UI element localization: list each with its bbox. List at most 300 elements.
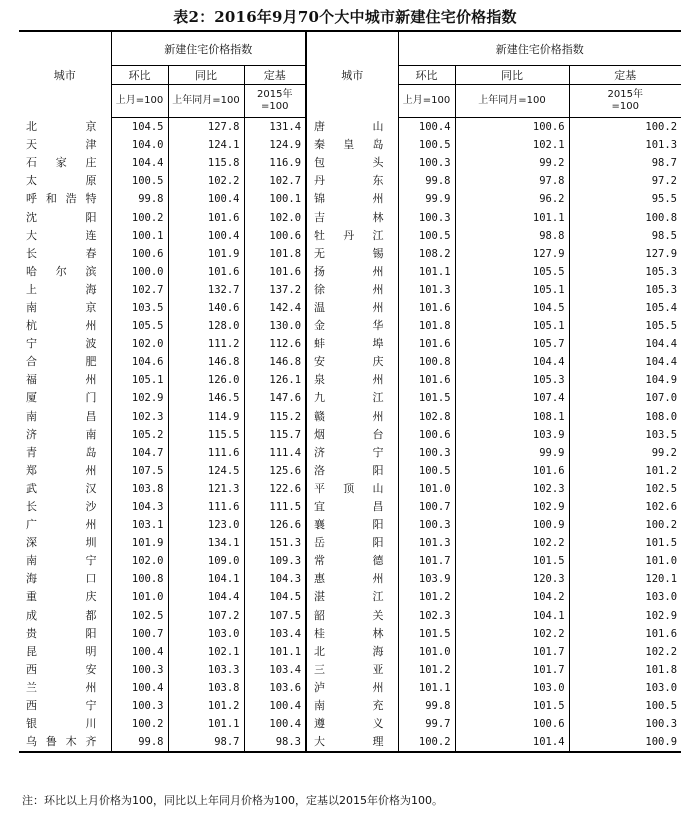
table-row xyxy=(19,245,681,263)
table-row xyxy=(19,679,681,697)
left-mom-cell: 100.8 xyxy=(111,570,168,588)
mom-note-right: 上月=100 xyxy=(398,85,455,118)
right-base-cell: 99.2 xyxy=(569,444,681,462)
left-yoy-cell: 111.6 xyxy=(168,498,244,516)
right-yoy-cell: 120.3 xyxy=(455,570,569,588)
right-base-cell: 102.5 xyxy=(569,480,681,498)
right-mom-cell: 101.6 xyxy=(398,371,455,389)
left-mom-cell: 100.5 xyxy=(111,172,168,190)
left-yoy-cell: 114.9 xyxy=(168,408,244,426)
left-yoy-cell: 107.2 xyxy=(168,607,244,625)
left-base-cell: 112.6 xyxy=(244,335,306,353)
right-base-cell: 101.8 xyxy=(569,661,681,679)
left-mom-cell: 104.7 xyxy=(111,444,168,462)
table-row xyxy=(19,625,681,643)
right-yoy-cell: 102.1 xyxy=(455,136,569,154)
left-base-cell: 111.5 xyxy=(244,498,306,516)
table-row xyxy=(19,281,681,299)
right-city-cell: 包头 xyxy=(306,154,398,172)
left-yoy-cell: 124.5 xyxy=(168,462,244,480)
right-mom-cell: 108.2 xyxy=(398,245,455,263)
left-mom-cell: 103.1 xyxy=(111,516,168,534)
right-city-cell: 九江 xyxy=(306,389,398,407)
left-yoy-cell: 102.2 xyxy=(168,172,244,190)
left-base-cell: 137.2 xyxy=(244,281,306,299)
right-city-cell: 桂林 xyxy=(306,625,398,643)
right-base-cell: 104.4 xyxy=(569,353,681,371)
left-base-cell: 100.4 xyxy=(244,715,306,733)
yoy-note-left: 上年同月=100 xyxy=(168,85,244,118)
right-mom-cell: 100.6 xyxy=(398,426,455,444)
table-row xyxy=(19,208,681,226)
right-yoy-cell: 101.7 xyxy=(455,643,569,661)
right-mom-cell: 101.2 xyxy=(398,588,455,606)
left-city-cell: 兰州 xyxy=(26,680,97,694)
right-city-cell: 宜昌 xyxy=(306,498,398,516)
right-mom-cell: 99.7 xyxy=(398,715,455,733)
left-base-cell: 101.1 xyxy=(244,643,306,661)
right-city-cell: 金华 xyxy=(306,317,398,335)
left-mom-cell: 100.7 xyxy=(111,625,168,643)
table-row xyxy=(19,444,681,462)
left-mom-cell: 104.0 xyxy=(111,136,168,154)
right-yoy-cell: 99.9 xyxy=(455,444,569,462)
right-city-cell: 无锡 xyxy=(306,245,398,263)
right-yoy-cell: 101.6 xyxy=(455,462,569,480)
right-yoy-cell: 102.2 xyxy=(455,625,569,643)
right-yoy-cell: 104.1 xyxy=(455,607,569,625)
right-mom-cell: 101.6 xyxy=(398,335,455,353)
right-city-cell: 牡丹江 xyxy=(306,227,398,245)
right-mom-cell: 100.3 xyxy=(398,444,455,462)
left-mom-cell: 100.3 xyxy=(111,697,168,715)
left-base-cell: 142.4 xyxy=(244,299,306,317)
right-base-cell: 98.5 xyxy=(569,227,681,245)
left-yoy-cell: 121.3 xyxy=(168,480,244,498)
right-mom-cell: 100.3 xyxy=(398,154,455,172)
table-row xyxy=(19,516,681,534)
right-mom-cell: 100.5 xyxy=(398,462,455,480)
table-row xyxy=(19,426,681,444)
left-yoy-cell: 101.6 xyxy=(168,208,244,226)
left-yoy-cell: 127.8 xyxy=(168,118,244,137)
left-yoy-cell: 104.1 xyxy=(168,570,244,588)
right-yoy-cell: 102.3 xyxy=(455,480,569,498)
table-row xyxy=(19,715,681,733)
left-base-cell: 151.3 xyxy=(244,534,306,552)
left-yoy-cell: 111.6 xyxy=(168,444,244,462)
left-base-cell: 101.6 xyxy=(244,263,306,281)
right-base-cell: 102.9 xyxy=(569,607,681,625)
left-mom-cell: 104.3 xyxy=(111,498,168,516)
table-row xyxy=(19,190,681,208)
right-city-cell: 扬州 xyxy=(306,263,398,281)
left-yoy-cell: 123.0 xyxy=(168,516,244,534)
left-city-cell: 西宁 xyxy=(26,699,97,713)
left-yoy-cell: 124.1 xyxy=(168,136,244,154)
left-mom-cell: 100.1 xyxy=(111,227,168,245)
table-row xyxy=(19,643,681,661)
right-base-cell: 105.3 xyxy=(569,281,681,299)
left-yoy-cell: 100.4 xyxy=(168,227,244,245)
left-base-cell: 115.2 xyxy=(244,408,306,426)
base-header-left: 定基 xyxy=(244,66,306,85)
left-base-cell: 111.4 xyxy=(244,444,306,462)
left-mom-cell: 101.0 xyxy=(111,588,168,606)
right-base-cell: 100.8 xyxy=(569,208,681,226)
footnote: 注：环比以上月价格为100，同比以上年同月价格为100，定基以2015年价格为100。 xyxy=(22,794,443,807)
right-mom-cell: 101.6 xyxy=(398,299,455,317)
base-note-right xyxy=(569,85,681,118)
right-city-cell: 徐州 xyxy=(306,281,398,299)
yoy-header-left: 同比 xyxy=(168,66,244,85)
right-mom-cell: 99.9 xyxy=(398,190,455,208)
yoy-note-right: 上年同月=100 xyxy=(455,85,569,118)
right-base-cell: 102.6 xyxy=(569,498,681,516)
right-city-cell: 南充 xyxy=(306,697,398,715)
table-row xyxy=(19,462,681,480)
table-row xyxy=(19,733,681,752)
right-yoy-cell: 101.5 xyxy=(455,697,569,715)
right-mom-cell: 103.9 xyxy=(398,570,455,588)
left-base-cell: 101.8 xyxy=(244,245,306,263)
left-base-cell: 126.6 xyxy=(244,516,306,534)
left-yoy-cell: 134.1 xyxy=(168,534,244,552)
right-city-cell: 秦皇岛 xyxy=(306,136,398,154)
left-mom-cell: 100.4 xyxy=(111,679,168,697)
right-yoy-cell: 105.1 xyxy=(455,281,569,299)
left-base-cell: 103.4 xyxy=(244,625,306,643)
right-base-cell: 100.2 xyxy=(569,516,681,534)
right-base-cell: 105.3 xyxy=(569,263,681,281)
right-city-cell: 北海 xyxy=(306,643,398,661)
base-header-right: 定基 xyxy=(569,66,681,85)
right-mom-cell: 101.2 xyxy=(398,661,455,679)
right-base-cell: 97.2 xyxy=(569,172,681,190)
right-base-cell: 103.0 xyxy=(569,679,681,697)
right-mom-cell: 100.3 xyxy=(398,516,455,534)
table-row xyxy=(19,118,681,137)
left-base-cell: 100.1 xyxy=(244,190,306,208)
left-base-cell: 125.6 xyxy=(244,462,306,480)
base-note-line2: =100 xyxy=(261,101,289,112)
right-mom-cell: 101.1 xyxy=(398,263,455,281)
left-yoy-cell: 100.4 xyxy=(168,190,244,208)
left-base-cell: 130.0 xyxy=(244,317,306,335)
left-city-cell: 长沙 xyxy=(26,500,97,514)
left-yoy-cell: 98.7 xyxy=(168,733,244,752)
left-city-cell: 青岛 xyxy=(26,445,97,459)
left-mom-cell: 100.6 xyxy=(111,245,168,263)
left-mom-cell: 104.5 xyxy=(111,118,168,137)
base-note-line1: 2015年 xyxy=(607,89,643,100)
left-city-cell: 北京 xyxy=(26,119,97,133)
right-city-cell: 安庆 xyxy=(306,353,398,371)
mom-header-right: 环比 xyxy=(398,66,455,85)
table-row xyxy=(19,136,681,154)
table-row xyxy=(19,371,681,389)
table-row xyxy=(19,408,681,426)
table-row xyxy=(19,498,681,516)
right-city-cell: 襄阳 xyxy=(306,516,398,534)
left-city-cell: 合肥 xyxy=(26,355,97,369)
left-mom-cell: 100.0 xyxy=(111,263,168,281)
table-row xyxy=(19,317,681,335)
table-row xyxy=(19,480,681,498)
left-mom-cell: 105.1 xyxy=(111,371,168,389)
right-mom-cell: 99.8 xyxy=(398,172,455,190)
left-city-cell: 重庆 xyxy=(26,590,97,604)
mom-header-left: 环比 xyxy=(111,66,168,85)
left-yoy-cell: 103.3 xyxy=(168,661,244,679)
left-mom-cell: 102.5 xyxy=(111,607,168,625)
left-mom-cell: 104.6 xyxy=(111,353,168,371)
right-yoy-cell: 104.5 xyxy=(455,299,569,317)
right-mom-cell: 100.5 xyxy=(398,227,455,245)
left-base-cell: 102.7 xyxy=(244,172,306,190)
right-city-cell: 湛江 xyxy=(306,588,398,606)
left-base-cell: 100.4 xyxy=(244,697,306,715)
right-mom-cell: 100.5 xyxy=(398,136,455,154)
left-base-cell: 103.4 xyxy=(244,661,306,679)
left-city-cell: 海口 xyxy=(26,572,97,586)
left-yoy-cell: 103.8 xyxy=(168,679,244,697)
left-mom-cell: 102.0 xyxy=(111,335,168,353)
left-city-cell: 西安 xyxy=(26,662,97,676)
right-yoy-cell: 107.4 xyxy=(455,389,569,407)
table-row xyxy=(19,588,681,606)
left-yoy-cell: 104.4 xyxy=(168,588,244,606)
left-mom-cell: 107.5 xyxy=(111,462,168,480)
right-mom-cell: 101.3 xyxy=(398,281,455,299)
right-base-cell: 107.0 xyxy=(569,389,681,407)
left-city-cell: 长春 xyxy=(26,246,97,260)
table-row xyxy=(19,172,681,190)
right-mom-cell: 100.3 xyxy=(398,208,455,226)
table-row xyxy=(19,661,681,679)
table-row xyxy=(19,534,681,552)
right-base-cell: 105.5 xyxy=(569,317,681,335)
right-yoy-cell: 97.8 xyxy=(455,172,569,190)
left-city-cell: 杭州 xyxy=(26,319,97,333)
right-yoy-cell: 99.2 xyxy=(455,154,569,172)
table-row xyxy=(19,227,681,245)
left-yoy-cell: 101.1 xyxy=(168,715,244,733)
right-base-cell: 127.9 xyxy=(569,245,681,263)
left-mom-cell: 100.4 xyxy=(111,643,168,661)
right-base-cell: 95.5 xyxy=(569,190,681,208)
left-city-cell: 南昌 xyxy=(26,409,97,423)
right-city-cell: 丹东 xyxy=(306,172,398,190)
left-city-cell: 昆明 xyxy=(26,644,97,658)
table-row xyxy=(19,335,681,353)
right-yoy-cell: 100.6 xyxy=(455,715,569,733)
right-mom-cell: 100.4 xyxy=(398,118,455,137)
right-yoy-cell: 103.0 xyxy=(455,679,569,697)
right-base-cell: 102.2 xyxy=(569,643,681,661)
left-city-cell: 广州 xyxy=(26,518,97,532)
table-row xyxy=(19,154,681,172)
right-base-cell: 120.1 xyxy=(569,570,681,588)
left-yoy-cell: 146.5 xyxy=(168,389,244,407)
right-base-cell: 98.7 xyxy=(569,154,681,172)
left-yoy-cell: 140.6 xyxy=(168,299,244,317)
left-yoy-cell: 101.9 xyxy=(168,245,244,263)
table-row xyxy=(19,552,681,570)
mom-note-left: 上月=100 xyxy=(111,85,168,118)
left-base-cell: 147.6 xyxy=(244,389,306,407)
right-city-cell: 泸州 xyxy=(306,679,398,697)
right-yoy-cell: 104.2 xyxy=(455,588,569,606)
right-city-cell: 济宁 xyxy=(306,444,398,462)
left-city-cell: 石家庄 xyxy=(26,156,97,170)
right-mom-cell: 101.1 xyxy=(398,679,455,697)
right-mom-cell: 100.7 xyxy=(398,498,455,516)
right-yoy-cell: 102.2 xyxy=(455,534,569,552)
right-base-cell: 105.4 xyxy=(569,299,681,317)
right-mom-cell: 100.2 xyxy=(398,733,455,752)
left-city-cell: 大连 xyxy=(26,228,97,242)
right-yoy-cell: 104.4 xyxy=(455,353,569,371)
base-note-left xyxy=(244,85,306,118)
table-row xyxy=(19,697,681,715)
left-base-cell: 104.5 xyxy=(244,588,306,606)
right-base-cell: 101.5 xyxy=(569,534,681,552)
left-yoy-cell: 126.0 xyxy=(168,371,244,389)
left-yoy-cell: 102.1 xyxy=(168,643,244,661)
left-city-cell: 沈阳 xyxy=(26,210,97,224)
left-mom-cell: 100.2 xyxy=(111,715,168,733)
right-city-cell: 遵义 xyxy=(306,715,398,733)
right-mom-cell: 101.5 xyxy=(398,625,455,643)
right-yoy-cell: 100.6 xyxy=(455,118,569,137)
left-mom-cell: 99.8 xyxy=(111,190,168,208)
right-city-cell: 温州 xyxy=(306,299,398,317)
right-city-cell: 吉林 xyxy=(306,208,398,226)
left-city-cell: 贵阳 xyxy=(26,626,97,640)
right-yoy-cell: 101.4 xyxy=(455,733,569,752)
right-city-cell: 常德 xyxy=(306,552,398,570)
table-row xyxy=(19,263,681,281)
right-city-cell: 平顶山 xyxy=(306,480,398,498)
right-mom-cell: 100.8 xyxy=(398,353,455,371)
right-city-cell: 蚌埠 xyxy=(306,335,398,353)
left-mom-cell: 102.9 xyxy=(111,389,168,407)
left-mom-cell: 105.2 xyxy=(111,426,168,444)
right-mom-cell: 101.0 xyxy=(398,643,455,661)
right-yoy-cell: 105.5 xyxy=(455,263,569,281)
left-mom-cell: 102.0 xyxy=(111,552,168,570)
right-city-cell: 泉州 xyxy=(306,371,398,389)
left-city-cell: 银川 xyxy=(26,717,97,731)
left-city-cell: 太原 xyxy=(26,174,97,188)
left-mom-cell: 100.2 xyxy=(111,208,168,226)
left-city-cell: 宁波 xyxy=(26,337,97,351)
index-group-header-right: 新建住宅价格指数 xyxy=(398,31,681,66)
left-mom-cell: 99.8 xyxy=(111,733,168,752)
right-city-cell: 洛阳 xyxy=(306,462,398,480)
left-city-cell: 上海 xyxy=(26,282,97,296)
right-base-cell: 100.3 xyxy=(569,715,681,733)
right-city-cell: 烟台 xyxy=(306,426,398,444)
base-note-line1: 2015年 xyxy=(257,89,293,100)
right-base-cell: 101.0 xyxy=(569,552,681,570)
city-header-right: 城市 xyxy=(306,31,398,118)
right-city-cell: 大理 xyxy=(306,733,398,752)
left-base-cell: 104.3 xyxy=(244,570,306,588)
right-yoy-cell: 127.9 xyxy=(455,245,569,263)
left-base-cell: 122.6 xyxy=(244,480,306,498)
left-city-cell: 呼和浩特 xyxy=(26,192,97,206)
right-yoy-cell: 96.2 xyxy=(455,190,569,208)
right-yoy-cell: 105.7 xyxy=(455,335,569,353)
left-yoy-cell: 115.5 xyxy=(168,426,244,444)
right-yoy-cell: 102.9 xyxy=(455,498,569,516)
right-mom-cell: 101.8 xyxy=(398,317,455,335)
table-row xyxy=(19,570,681,588)
left-yoy-cell: 111.2 xyxy=(168,335,244,353)
left-base-cell: 102.0 xyxy=(244,208,306,226)
table-title: 表2：2016年9月70个大中城市新建住宅价格指数 xyxy=(173,8,517,26)
right-base-cell: 100.5 xyxy=(569,697,681,715)
left-yoy-cell: 101.2 xyxy=(168,697,244,715)
right-base-cell: 103.5 xyxy=(569,426,681,444)
left-city-cell: 深圳 xyxy=(26,536,97,550)
right-mom-cell: 102.3 xyxy=(398,607,455,625)
left-base-cell: 116.9 xyxy=(244,154,306,172)
right-city-cell: 三亚 xyxy=(306,661,398,679)
yoy-header-right: 同比 xyxy=(455,66,569,85)
left-mom-cell: 100.3 xyxy=(111,661,168,679)
price-index-table xyxy=(19,30,681,753)
right-city-cell: 唐山 xyxy=(306,118,398,137)
right-city-cell: 赣州 xyxy=(306,408,398,426)
right-city-cell: 岳阳 xyxy=(306,534,398,552)
right-mom-cell: 101.5 xyxy=(398,389,455,407)
right-city-cell: 锦州 xyxy=(306,190,398,208)
base-note-line2: =100 xyxy=(611,101,639,112)
left-base-cell: 146.8 xyxy=(244,353,306,371)
left-city-cell: 福州 xyxy=(26,373,97,387)
left-base-cell: 109.3 xyxy=(244,552,306,570)
left-mom-cell: 103.5 xyxy=(111,299,168,317)
left-yoy-cell: 132.7 xyxy=(168,281,244,299)
left-city-cell: 南宁 xyxy=(26,554,97,568)
right-base-cell: 104.4 xyxy=(569,335,681,353)
left-mom-cell: 103.8 xyxy=(111,480,168,498)
table-row xyxy=(19,607,681,625)
left-yoy-cell: 103.0 xyxy=(168,625,244,643)
left-city-cell: 厦门 xyxy=(26,391,97,405)
left-base-cell: 126.1 xyxy=(244,371,306,389)
table-row xyxy=(19,299,681,317)
table-row xyxy=(19,353,681,371)
left-mom-cell: 102.7 xyxy=(111,281,168,299)
left-city-cell: 郑州 xyxy=(26,463,97,477)
right-mom-cell: 101.3 xyxy=(398,534,455,552)
left-mom-cell: 105.5 xyxy=(111,317,168,335)
right-yoy-cell: 100.9 xyxy=(455,516,569,534)
left-city-cell: 南京 xyxy=(26,300,97,314)
right-base-cell: 108.0 xyxy=(569,408,681,426)
left-city-cell: 武汉 xyxy=(26,481,97,495)
table-row xyxy=(19,389,681,407)
right-yoy-cell: 98.8 xyxy=(455,227,569,245)
left-base-cell: 131.4 xyxy=(244,118,306,137)
city-header-left: 城市 xyxy=(19,31,111,118)
right-mom-cell: 102.8 xyxy=(398,408,455,426)
right-base-cell: 103.0 xyxy=(569,588,681,606)
